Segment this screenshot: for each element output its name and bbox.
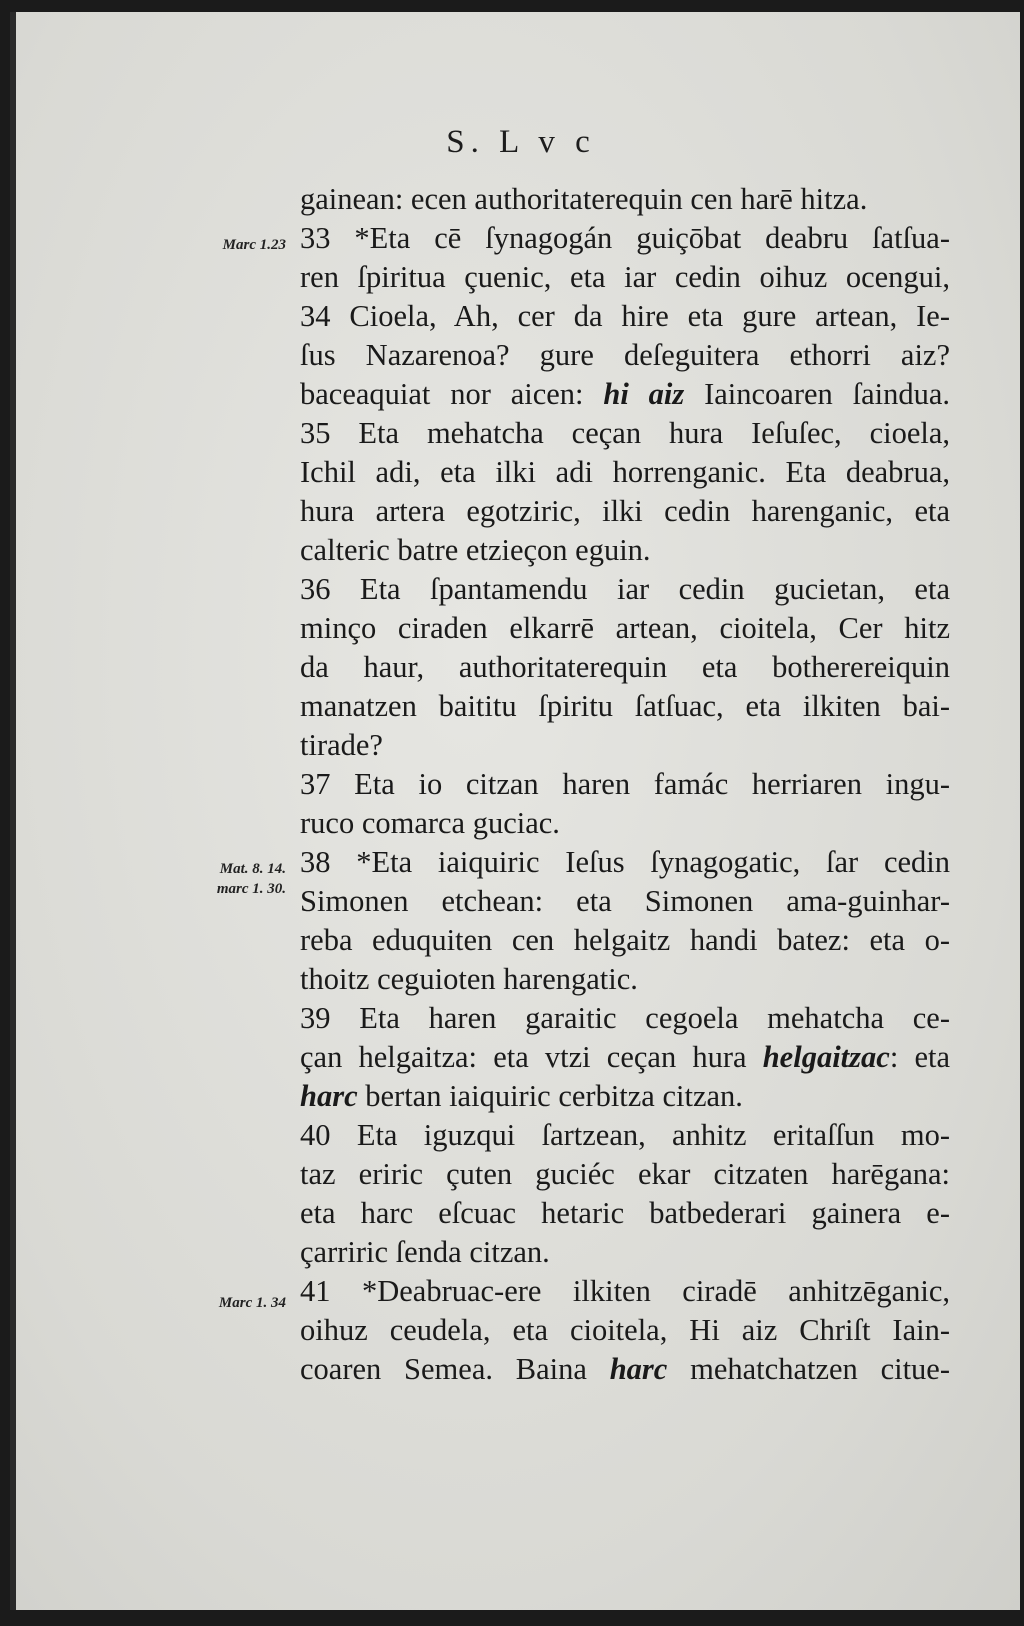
text-line: da haur, authoritaterequin eta botherereiquin [300, 650, 950, 684]
text-segment: : eta [889, 1040, 950, 1074]
book-page [10, 12, 1020, 1610]
text-segment: baceaquiat nor aicen: [300, 377, 604, 411]
margin-note: Marc 1. 34 [218, 1295, 286, 1311]
text-segment: coaren Semea. Baina [300, 1352, 610, 1386]
text-line: manatzen baititu ſpiritu ſatſuac, eta ilkiten bai- [300, 689, 950, 723]
text-line: ſus Nazarenoa? gure deſeguitera ethorri aiz? [300, 338, 950, 372]
text-line [300, 1077, 950, 1116]
text-segment: Iaincoaren ſaindua. [684, 377, 950, 411]
text-line: 37 Eta io citzan haren famác herriaren ingu- [300, 767, 950, 801]
text-segment: bertan iaiquiric cerbitza citzan. [357, 1079, 743, 1113]
text-line: taz eriric çuten guciéc ekar citzaten harēgana: [300, 1157, 950, 1191]
text-line: hura artera egotziric, ilki cedin harenganic, eta [300, 494, 950, 528]
text-line: 38 *Eta iaiquiric Ieſus ſynagogatic, ſar cedin [300, 845, 950, 879]
text-line: 41 *Deabruac-ere ilkiten ciradē anhitzēganic, [300, 1274, 950, 1308]
text-line: 33 *Eta cē ſynagogán guiçōbat deabru ſatſua- [300, 221, 950, 255]
text-line: thoitz ceguioten harengatic. [300, 962, 638, 996]
text-line: ren ſpiritua çuenic, eta iar cedin oihuz ocengui, [300, 260, 950, 294]
text-line: tirade? [300, 728, 383, 762]
text-line: ruco comarca guciac. [300, 806, 560, 840]
text-line: oihuz ceudela, eta cioitela, Hi aiz Chriſt Iain- [300, 1313, 950, 1347]
text-line [300, 1038, 950, 1077]
text-line [300, 375, 950, 414]
text-line: 36 Eta ſpantamendu iar cedin gucietan, eta [300, 572, 950, 606]
text-line: 34 Cioela, Ah, cer da hire eta gure artean, Ie- [300, 299, 950, 333]
text-line: çarriric ſenda citzan. [300, 1235, 550, 1269]
text-line [300, 1350, 950, 1389]
running-header: S. L v c [446, 124, 596, 160]
text-line: Ichil adi, eta ilki adi horrenganic. Eta deabrua, [300, 455, 950, 489]
text-line: 39 Eta haren garaitic cegoela mehatcha ce- [300, 1001, 950, 1035]
margin-note: Mat. 8. 14. [219, 861, 286, 877]
italic-text: hi aiz [603, 377, 685, 411]
text-segment: mehatchatzen citue- [667, 1352, 950, 1386]
italic-text: helgaitzac [762, 1040, 890, 1074]
italic-text: harc [609, 1352, 668, 1386]
text-line: eta harc eſcuac hetaric batbederari gainera e- [300, 1196, 950, 1230]
body-text [300, 180, 950, 1389]
text-line: reba eduquiten cen helgaitz handi batez: eta o- [300, 923, 950, 957]
margin-note: marc 1. 30. [216, 881, 286, 897]
text-line: Simonen etchean: eta Simonen ama-guinhar- [300, 884, 950, 918]
italic-text: harc [300, 1079, 358, 1113]
text-segment: çan helgaitza: eta vtzi ceçan hura [300, 1040, 763, 1074]
text-line: gainean: ecen authoritaterequin cen harē hitza. [300, 182, 868, 216]
text-line: 40 Eta iguzqui ſartzean, anhitz eritaſſun mo- [300, 1118, 950, 1152]
margin-note: Marc 1.23 [222, 237, 286, 253]
text-line: minço ciraden elkarrē artean, cioitela, Cer hitz [300, 611, 950, 645]
text-line: calteric batre etzieçon eguin. [300, 533, 651, 567]
text-line: 35 Eta mehatcha ceçan hura Ieſuſec, cioela, [300, 416, 950, 450]
